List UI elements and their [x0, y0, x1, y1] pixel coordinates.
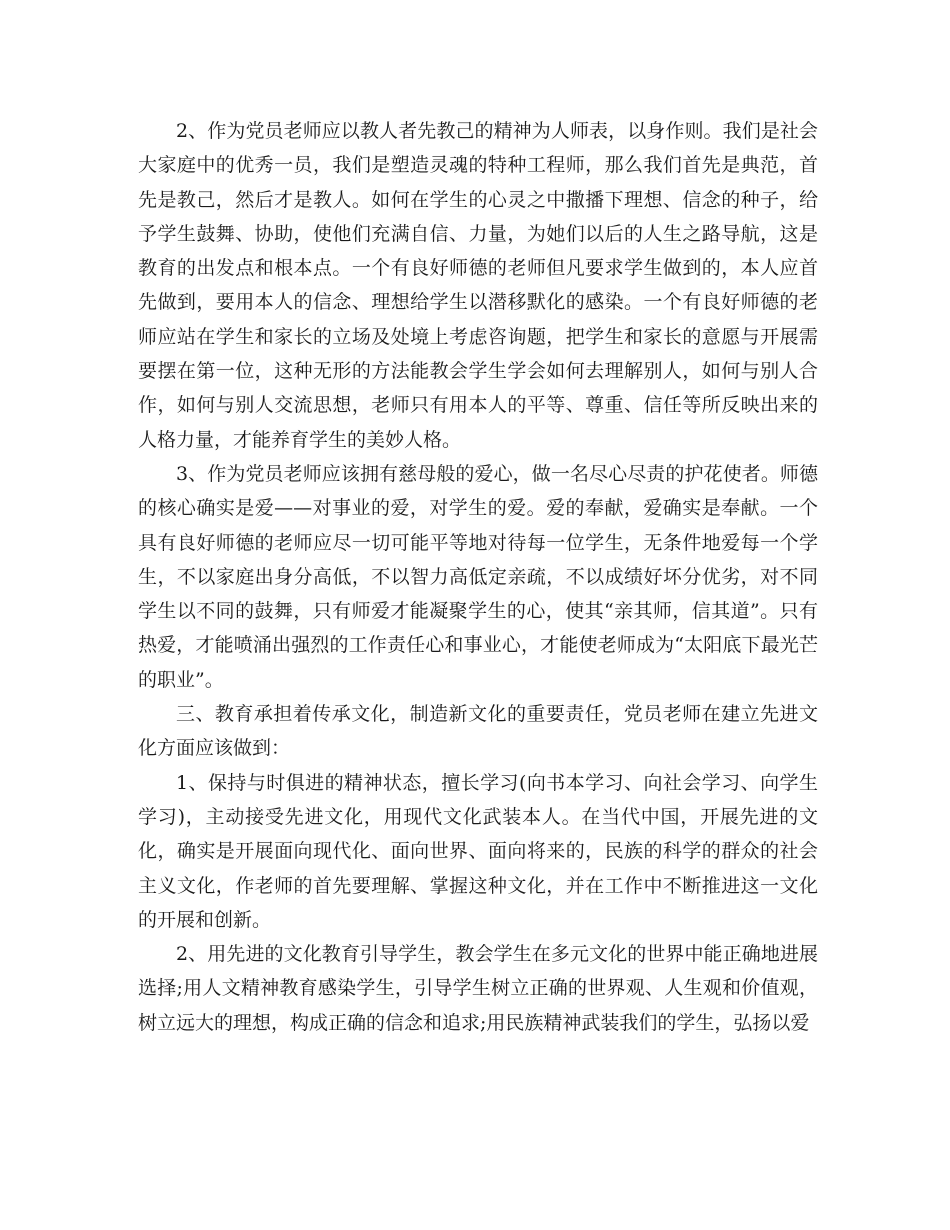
paragraph-culture-education: 2、用先进的文化教育引导学生，教会学生在多元文化的世界中能正确地进展选择;用人文精神教育感染学生，引导学生树立正确的世界观、人生观和价值观，树立远大的理想，构成正确的信念和追求;用民族精神武装我们的学生，弘扬以爱 — [138, 943, 818, 1034]
document-body — [138, 114, 818, 1040]
paragraph-section-three-heading: 三、教育承担着传承文化，制造新文化的重要责任，党员老师在建立先进文化方面应该做到： — [138, 703, 818, 760]
paragraph-teacher-love: 3、作为党员老师应该拥有慈母般的爱心，做一名尽心尽责的护花使者。师德的核心确实是爱——对事业的爱，对学生的爱。爱的奉献，爱确实是奉献。一个具有良好师德的老师应尽一切可能平等地对待每一位学生，无条件地爱每一个学生，不以家庭出身分高低，不以智力高低定亲疏，不以成绩好坏分优劣，对不同学生以不同的鼓舞，只有师爱才能凝聚学生的心，使其“亲其师，信其道”。只有热爱，才能喷涌出强烈的工作责任心和事业心，才能使老师成为“太阳底下最光芒的职业”。 — [138, 462, 818, 691]
paragraph-advanced-culture: 1、保持与时俱进的精神状态，擅长学习(向书本学习、向社会学习、向学生学习)，主动接受先进文化，用现代文化武装本人。在当代中国，开展先进的文化，确实是开展面向现代化、面向世界、面向将来的，民族的科学的群众的社会主义文化，作老师的首先要理解、掌握这种文化，并在工作中不断推进这一文化的开展和创新。 — [138, 771, 818, 931]
paragraph-teacher-example: 2、作为党员老师应以教人者先教己的精神为人师表，以身作则。我们是社会大家庭中的优秀一员，我们是塑造灵魂的特种工程师，那么我们首先是典范，首先是教己，然后才是教人。如何在学生的心灵之中撒播下理想、信念的种子，给予学生鼓舞、协助，使他们充满自信、力量，为她们以后的人生之路导航，这是教育的出发点和根本点。一个有良好师德的老师但凡要求学生做到的，本人应首先做到，要用本人的信念、理想给学生以潜移默化的感染。一个有良好师德的老师应站在学生和家长的立场及处境上考虑咨询题，把学生和家长的意愿与开展需要摆在第一位，这种无形的方法能教会学生学会如何去理解别人，如何与别人合作，如何与别人交流思想，老师只有用本人的平等、尊重、信任等所反映出来的人格力量，才能养育学生的美妙人格。 — [138, 120, 818, 451]
